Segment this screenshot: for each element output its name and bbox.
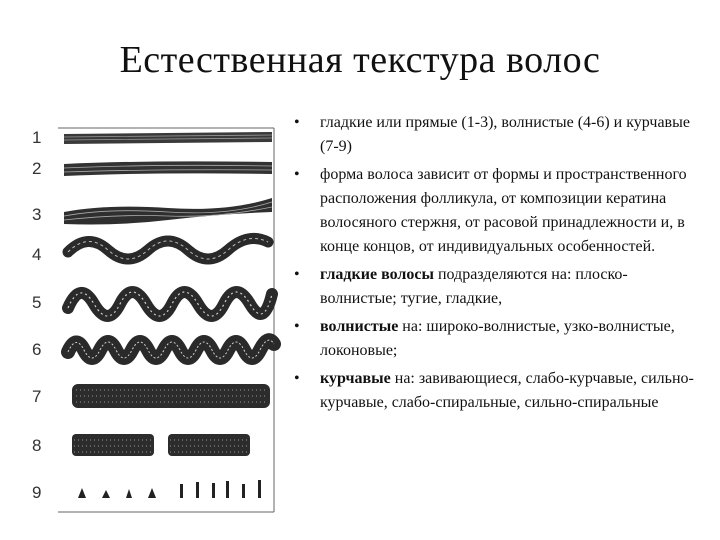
row-number-7: 7 (32, 387, 42, 406)
hair-sample-3-straight (64, 198, 272, 225)
bullet-lead: курчавые (320, 370, 391, 387)
bullet-text: на: завивающиеся, слабо-курчавые, сильно-курчавые, слабо-спиральные, сильно-спиральные (320, 370, 694, 411)
row-number-8: 8 (32, 436, 42, 455)
bullet-marker: • (294, 114, 300, 131)
hair-sample-8-curly (72, 434, 250, 456)
hair-sample-6-wavy (68, 340, 274, 358)
hair-sample-1-straight (64, 132, 272, 144)
hair-texture-figure (28, 112, 290, 517)
hair-sample-4-wavy (68, 238, 268, 259)
row-number-6: 6 (32, 340, 42, 359)
row-number-4: 4 (32, 245, 42, 264)
row-number-3: 3 (32, 205, 42, 224)
bullet-lead: гладкие волосы (320, 266, 434, 283)
bullet-list (294, 111, 694, 419)
row-number-5: 5 (32, 293, 42, 312)
bullet-lead: волнистые (320, 318, 399, 335)
bullet-marker: • (294, 266, 300, 283)
bullet-text: на: широко-волнистые, узко-волнистые, локоновые; (320, 318, 675, 359)
bullet-marker: • (294, 318, 300, 335)
bullet-text: подразделяются на: плоско-волнистые; тугие, гладкие, (320, 266, 628, 307)
bullet-item (294, 367, 694, 415)
slide-title: Естественная текстура волос (119, 39, 601, 81)
bullet-item (294, 163, 694, 259)
bullet-item (294, 111, 694, 159)
hair-sample-9-spiral (78, 480, 261, 498)
bullet-text: форма волоса зависит от формы и пространственного расположения фолликула, от композиции кератина волосяного стержня, от расовой принадлежности и, в конце концов, от индивидуальных особенностей. (320, 166, 687, 255)
row-number-2: 2 (32, 159, 42, 178)
hair-sample-5-wavy (68, 292, 272, 316)
hair-samples-illustration (28, 112, 290, 517)
row-number-9: 9 (32, 483, 42, 502)
hair-sample-7-curly (72, 384, 270, 408)
hair-sample-2-straight (64, 161, 272, 176)
bullet-item (294, 315, 694, 363)
bullet-marker: • (294, 370, 300, 387)
bullet-text: гладкие или прямые (1-3), волнистые (4-6) и курчавые (7-9) (320, 114, 690, 155)
bullet-marker: • (294, 166, 300, 183)
row-number-1: 1 (32, 128, 42, 147)
bullet-item (294, 263, 694, 311)
